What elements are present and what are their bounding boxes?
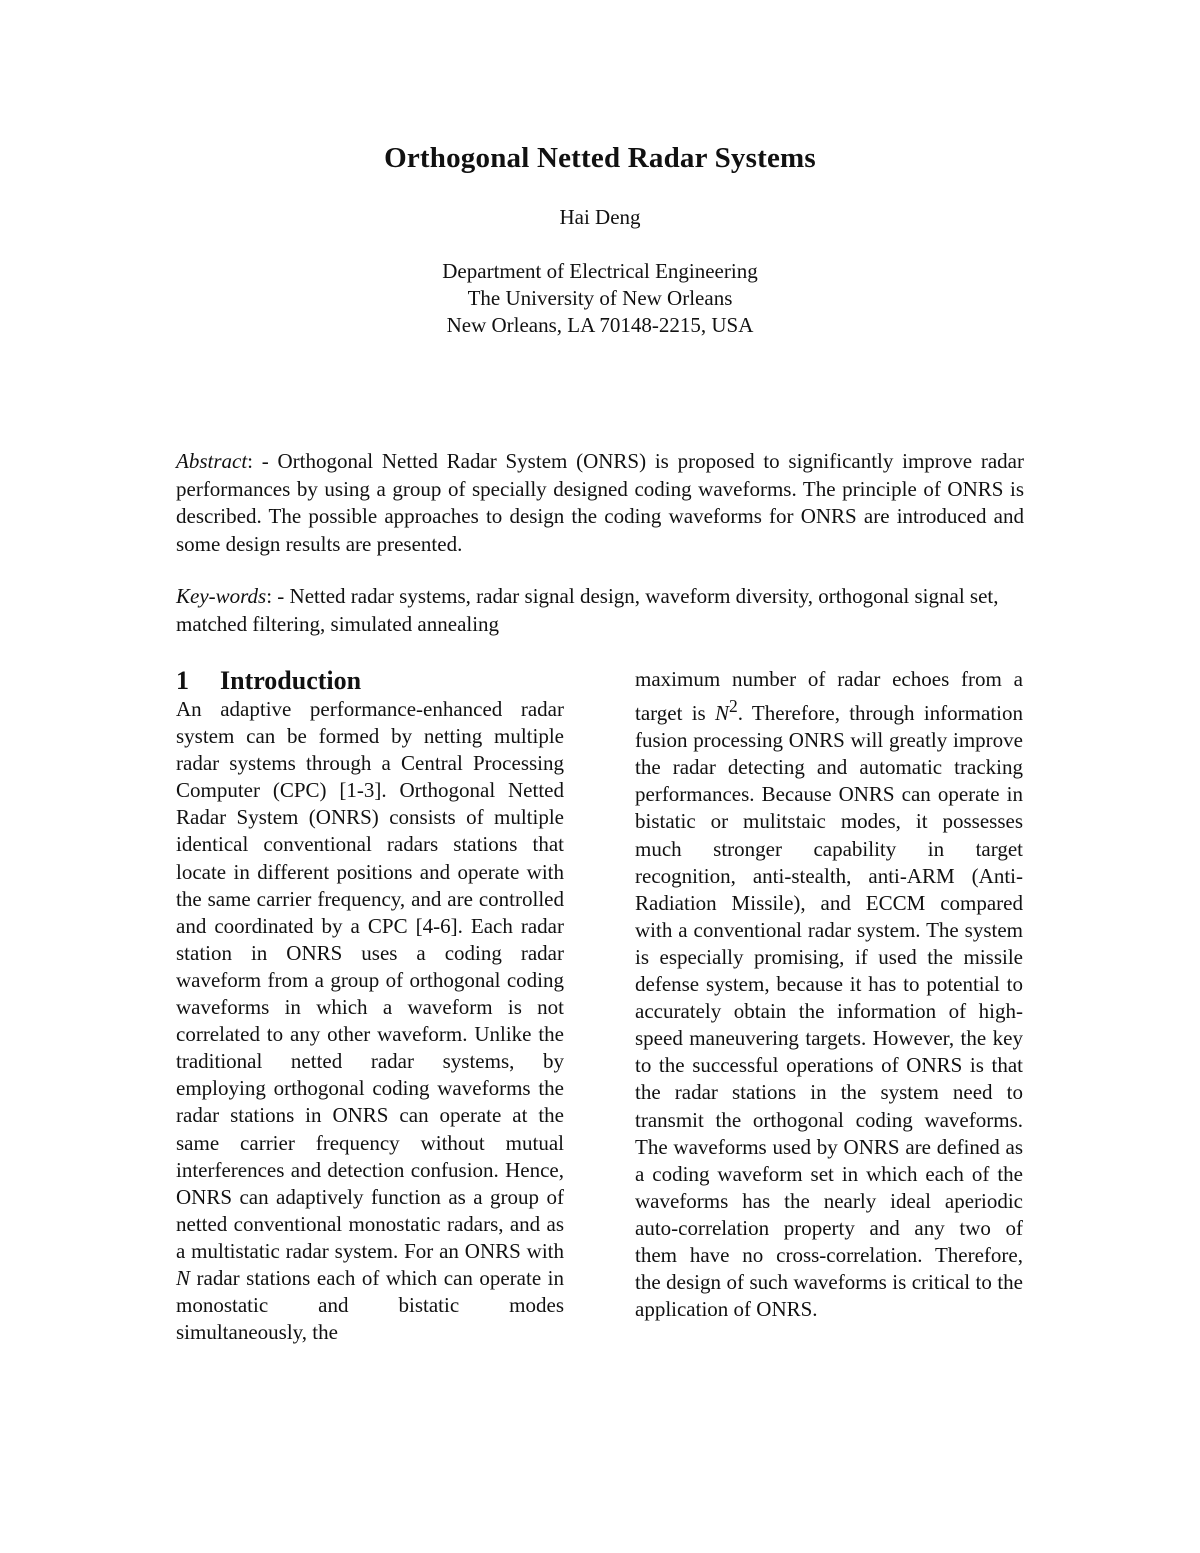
affiliation bbox=[0, 258, 1200, 339]
superscript-exponent: 2 bbox=[729, 696, 738, 717]
author-name: Hai Deng bbox=[559, 205, 641, 229]
body-right-text-1: maximum number of radar echoes from a target is bbox=[635, 667, 1023, 726]
abstract-text: : - Orthogonal Netted Radar System (ONRS) is proposed to significantly improve radar performances by using a group of specially designed coding waveforms. The principle of ONRS is described. The possible approaches to design the coding waveforms for ONRS are introduced and some design results are presented. bbox=[176, 449, 1024, 556]
section-title: Introduction bbox=[220, 666, 362, 695]
body-left-text-2: radar stations each of which can operate in monostatic and bistatic modes simultaneously, the bbox=[176, 1265, 564, 1345]
abstract-label: Abstract bbox=[176, 449, 248, 473]
keywords-text: : - Netted radar systems, radar signal design, waveform diversity, orthogonal signal set, matched filtering, simulated annealing bbox=[176, 584, 999, 636]
abstract bbox=[176, 448, 1024, 558]
body-column-right bbox=[635, 666, 1023, 1323]
variable-n: N bbox=[715, 701, 730, 726]
section-number: 1 bbox=[176, 666, 189, 695]
keywords-label: Key-words bbox=[176, 584, 267, 608]
affiliation-university: The University of New Orleans bbox=[467, 286, 733, 310]
paper-title: Orthogonal Netted Radar Systems bbox=[384, 142, 816, 174]
variable-n: N bbox=[176, 1265, 191, 1290]
keywords bbox=[176, 583, 1024, 638]
body-left-text-1: An adaptive performance-enhanced radar system can be formed by netting multiple radar systems through a Central Processing Computer (CPC) [1-3]. Orthogonal Netted Radar System (ONRS) consists of multiple identical conventional radars stations that locate in different positions and operate with the same carrier frequency, and are controlled and coordinated by a CPC [4-6]. Each radar station in ONRS uses a coding radar waveform from a group of orthogonal coding waveforms in which a waveform is not correlated to any other waveform. Unlike the traditional netted radar systems, by employing orthogonal coding waveforms the radar stations in ONRS can operate at the same carrier frequency without mutual interferences and detection confusion. Hence, ONRS can adaptively function as a group of netted conventional monostatic radars, and as a multistatic radar system. For an ONRS with bbox=[176, 697, 564, 1263]
affiliation-department: Department of Electrical Engineering bbox=[442, 259, 758, 283]
affiliation-address: New Orleans, LA 70148-2215, USA bbox=[446, 313, 754, 337]
body-right-text-2: . Therefore, through information fusion processing ONRS will greatly improve the radar detecting and automatic tracking performances. Because ONRS can operate in bistatic or mulitstaic modes, it possesses much stronger capability in target recognition, anti-stealth, anti-ARM (Anti-Radiation Missile), and ECCM compared with a conventional radar system. The system is especially promising, if used the missile defense system, because it has to potential to accurately obtain the information of high-speed maneuvering targets. However, the key to the successful operations of ONRS is that the radar stations in the system need to transmit the orthogonal coding waveforms. The waveforms used by ONRS are defined as a coding waveform set in which each of the waveforms has the nearly ideal aperiodic auto-correlation property and any two of them have no cross-correlation. Therefore, the design of such waveforms is critical to the application of ONRS. bbox=[635, 701, 1023, 1322]
body-column-left bbox=[176, 696, 564, 1346]
section-heading bbox=[176, 664, 564, 698]
